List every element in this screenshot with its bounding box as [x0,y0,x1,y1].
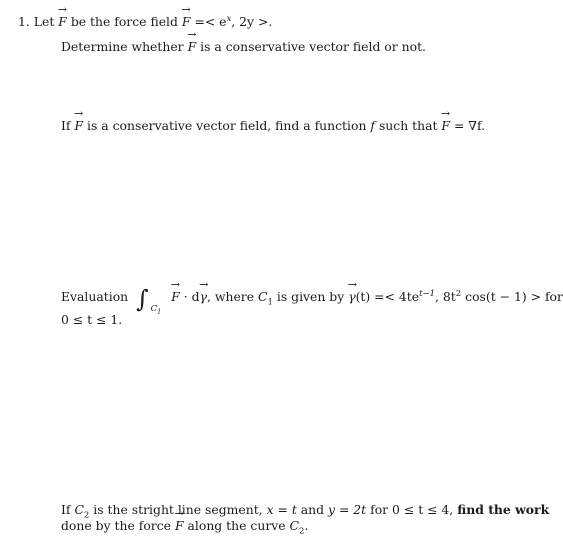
vector-f: → F [171,289,180,305]
find-work-bold: find the work [457,502,550,517]
vector-f: → F [441,118,450,134]
gamma-expression: (t) =< 4te [355,289,420,304]
vector-gamma: → γ [348,289,355,305]
field-definition: =< e [194,14,227,29]
question-number-label: 1. Let [18,14,55,29]
curve-c2-subscript: 2 [83,510,90,521]
cosine-term: cos(t − 1) > for [461,289,563,304]
period: . [304,518,309,533]
segment-text: is the stright line segment, [93,502,263,517]
for-text: for [370,502,389,517]
parameter-range: 0 ≤ t ≤ 1. [61,312,123,327]
determine-end-text: is a conservative vector field or not. [200,39,426,54]
such-that-text: such that [378,118,438,133]
square-exponent: 2 [455,288,462,299]
field-definition-rest: , 2y >. [231,14,273,29]
integral-sign: ∫ [136,285,149,313]
where-text: , where [207,289,255,304]
work-statement-continued [61,518,309,537]
along-curve-text: along the curve [187,518,286,533]
vector-f: → F [182,14,191,30]
if-text: If [61,502,71,517]
if-text: If [61,118,71,133]
dot-d-text: · d [183,289,200,304]
curve-c2: C [289,518,300,533]
line-integral-statement [61,285,563,317]
question-1-statement [18,14,272,30]
vector-f: → F [58,14,67,30]
conservative-text: is a conservative vector field, find a function [87,118,367,133]
gamma-second-component: , 8t [435,289,456,304]
vector-f: → F [175,518,184,534]
y-equals-2t: y = 2t [328,502,367,517]
determine-text: Determine whether [61,39,184,54]
gradient-equation: = ∇f. [453,118,486,133]
vector-gamma: → γ [200,289,207,305]
gamma-exponent: t−1 [419,288,436,299]
curve-c1-subscript: 1 [267,297,273,308]
exponent-x: x [226,13,232,24]
be-the-text: be the force field [70,14,178,29]
done-by-text: done by the force [61,518,171,533]
curve-c2-subscript: 2 [299,526,305,537]
vector-f: → F [188,39,197,55]
potential-function-statement [61,118,485,134]
given-by-text: is given by [276,289,345,304]
evaluation-label: Evaluation [61,289,129,304]
integral-subscript: C1 [150,304,162,316]
determine-statement [61,39,426,55]
range-text: 0 ≤ t ≤ 4, [392,502,454,517]
curve-c1: C [258,289,268,304]
and-text: and [300,502,325,517]
curve-c2: C [74,502,84,517]
work-statement [61,502,550,521]
vector-f: → F [74,118,83,134]
x-equals-t: x = t [266,502,297,517]
function-f: f [370,118,375,133]
